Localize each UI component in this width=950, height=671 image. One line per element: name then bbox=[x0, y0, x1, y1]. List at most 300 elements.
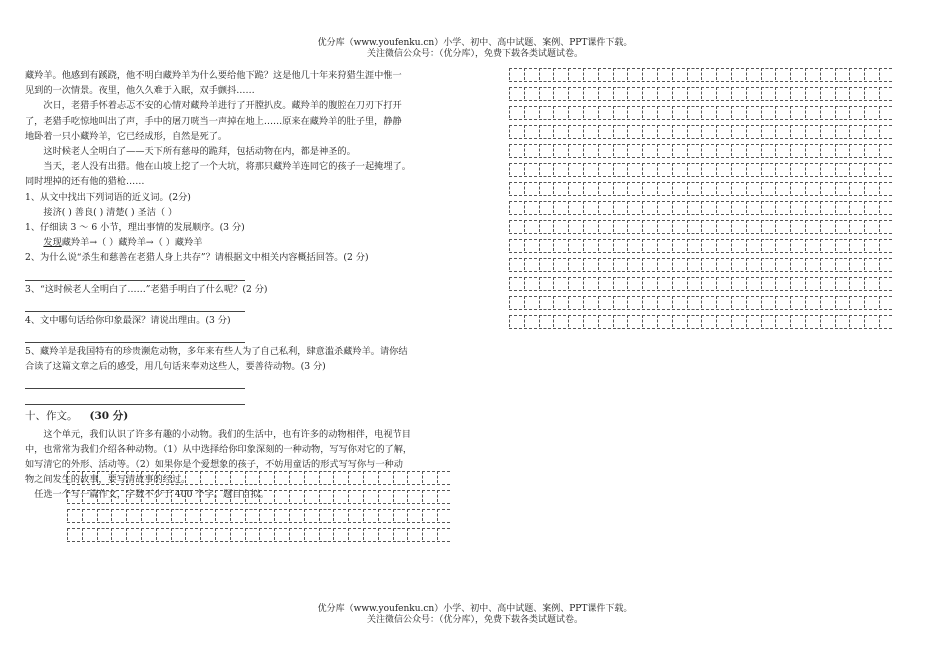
grid-cell[interactable] bbox=[508, 238, 523, 252]
grid-cell[interactable] bbox=[819, 86, 834, 100]
grid-cell[interactable] bbox=[597, 181, 612, 195]
grid-cell[interactable] bbox=[597, 105, 612, 119]
grid-cell[interactable] bbox=[804, 86, 819, 100]
grid-cell[interactable] bbox=[170, 527, 185, 541]
grid-cell[interactable] bbox=[421, 508, 436, 522]
grid-cell[interactable] bbox=[214, 489, 229, 503]
grid-cell[interactable] bbox=[406, 470, 421, 484]
grid-cell[interactable] bbox=[523, 162, 538, 176]
grid-cell[interactable] bbox=[170, 470, 185, 484]
grid-cell[interactable] bbox=[508, 181, 523, 195]
grid-cell[interactable] bbox=[848, 219, 863, 233]
grid-cell[interactable] bbox=[700, 276, 715, 290]
grid-cell[interactable] bbox=[819, 295, 834, 309]
grid-cell[interactable] bbox=[671, 105, 686, 119]
grid-cell[interactable] bbox=[715, 295, 730, 309]
grid-cell[interactable] bbox=[641, 200, 656, 214]
grid-cell[interactable] bbox=[552, 314, 567, 328]
grid-cell[interactable] bbox=[686, 257, 701, 271]
grid-cell[interactable] bbox=[878, 257, 893, 271]
grid-cell[interactable] bbox=[715, 105, 730, 119]
grid-cell[interactable] bbox=[552, 181, 567, 195]
grid-cell[interactable] bbox=[863, 67, 878, 81]
grid-cell[interactable] bbox=[81, 508, 96, 522]
grid-cell[interactable] bbox=[745, 67, 760, 81]
grid-cell[interactable] bbox=[436, 508, 451, 522]
grid-cell[interactable] bbox=[641, 143, 656, 157]
grid-cell[interactable] bbox=[258, 489, 273, 503]
grid-cell[interactable] bbox=[745, 295, 760, 309]
grid-cell[interactable] bbox=[686, 314, 701, 328]
grid-cell[interactable] bbox=[582, 219, 597, 233]
grid-cell[interactable] bbox=[170, 508, 185, 522]
grid-cell[interactable] bbox=[789, 124, 804, 138]
grid-cell[interactable] bbox=[730, 200, 745, 214]
grid-cell[interactable] bbox=[362, 508, 377, 522]
grid-cell[interactable] bbox=[760, 276, 775, 290]
grid-cell[interactable] bbox=[377, 489, 392, 503]
grid-cell[interactable] bbox=[436, 470, 451, 484]
grid-cell[interactable] bbox=[745, 238, 760, 252]
grid-cell[interactable] bbox=[774, 219, 789, 233]
grid-cell[interactable] bbox=[567, 295, 582, 309]
grid-cell[interactable] bbox=[582, 143, 597, 157]
grid-cell[interactable] bbox=[641, 86, 656, 100]
grid-cell[interactable] bbox=[834, 238, 849, 252]
grid-cell[interactable] bbox=[140, 527, 155, 541]
grid-cell[interactable] bbox=[125, 508, 140, 522]
grid-cell[interactable] bbox=[318, 508, 333, 522]
grid-cell[interactable] bbox=[229, 527, 244, 541]
grid-cell[interactable] bbox=[612, 238, 627, 252]
grid-cell[interactable] bbox=[538, 105, 553, 119]
grid-cell[interactable] bbox=[66, 508, 81, 522]
grid-cell[interactable] bbox=[760, 238, 775, 252]
grid-cell[interactable] bbox=[597, 124, 612, 138]
grid-cell[interactable] bbox=[538, 124, 553, 138]
grid-cell[interactable] bbox=[848, 314, 863, 328]
grid-cell[interactable] bbox=[700, 219, 715, 233]
grid-cell[interactable] bbox=[552, 219, 567, 233]
grid-cell[interactable] bbox=[626, 219, 641, 233]
grid-cell[interactable] bbox=[745, 105, 760, 119]
grid-cell[interactable] bbox=[700, 181, 715, 195]
grid-cell[interactable] bbox=[199, 527, 214, 541]
grid-cell[interactable] bbox=[760, 162, 775, 176]
grid-cell[interactable] bbox=[804, 124, 819, 138]
grid-cell[interactable] bbox=[878, 276, 893, 290]
grid-cell[interactable] bbox=[273, 470, 288, 484]
grid-cell[interactable] bbox=[863, 162, 878, 176]
grid-cell[interactable] bbox=[273, 527, 288, 541]
grid-cell[interactable] bbox=[878, 105, 893, 119]
grid-cell[interactable] bbox=[834, 86, 849, 100]
grid-cell[interactable] bbox=[878, 295, 893, 309]
grid-cell[interactable] bbox=[804, 143, 819, 157]
grid-cell[interactable] bbox=[878, 181, 893, 195]
grid-cell[interactable] bbox=[567, 219, 582, 233]
grid-cell[interactable] bbox=[318, 470, 333, 484]
grid-cell[interactable] bbox=[671, 257, 686, 271]
grid-cell[interactable] bbox=[303, 470, 318, 484]
grid-cell[interactable] bbox=[110, 527, 125, 541]
grid-cell[interactable] bbox=[582, 124, 597, 138]
grid-cell[interactable] bbox=[184, 508, 199, 522]
grid-cell[interactable] bbox=[347, 470, 362, 484]
grid-cell[interactable] bbox=[715, 162, 730, 176]
grid-cell[interactable] bbox=[834, 276, 849, 290]
grid-cell[interactable] bbox=[760, 67, 775, 81]
grid-cell[interactable] bbox=[671, 124, 686, 138]
grid-cell[interactable] bbox=[863, 86, 878, 100]
grid-cell[interactable] bbox=[774, 276, 789, 290]
grid-cell[interactable] bbox=[626, 162, 641, 176]
grid-cell[interactable] bbox=[523, 219, 538, 233]
grid-cell[interactable] bbox=[303, 508, 318, 522]
grid-cell[interactable] bbox=[392, 508, 407, 522]
grid-cell[interactable] bbox=[848, 238, 863, 252]
grid-cell[interactable] bbox=[745, 181, 760, 195]
grid-cell[interactable] bbox=[552, 124, 567, 138]
grid-cell[interactable] bbox=[848, 257, 863, 271]
grid-cell[interactable] bbox=[656, 162, 671, 176]
grid-cell[interactable] bbox=[804, 238, 819, 252]
grid-cell[interactable] bbox=[626, 181, 641, 195]
grid-cell[interactable] bbox=[96, 527, 111, 541]
grid-cell[interactable] bbox=[671, 295, 686, 309]
grid-cell[interactable] bbox=[686, 295, 701, 309]
grid-cell[interactable] bbox=[700, 124, 715, 138]
grid-cell[interactable] bbox=[804, 219, 819, 233]
grid-cell[interactable] bbox=[774, 105, 789, 119]
grid-cell[interactable] bbox=[582, 200, 597, 214]
grid-cell[interactable] bbox=[567, 200, 582, 214]
grid-cell[interactable] bbox=[155, 508, 170, 522]
grid-cell[interactable] bbox=[641, 314, 656, 328]
grid-cell[interactable] bbox=[567, 67, 582, 81]
grid-cell[interactable] bbox=[567, 276, 582, 290]
grid-cell[interactable] bbox=[626, 257, 641, 271]
grid-cell[interactable] bbox=[229, 508, 244, 522]
grid-cell[interactable] bbox=[538, 181, 553, 195]
grid-cell[interactable] bbox=[789, 295, 804, 309]
grid-cell[interactable] bbox=[538, 314, 553, 328]
grid-cell[interactable] bbox=[332, 470, 347, 484]
grid-cell[interactable] bbox=[170, 489, 185, 503]
grid-cell[interactable] bbox=[715, 67, 730, 81]
grid-cell[interactable] bbox=[377, 470, 392, 484]
grid-cell[interactable] bbox=[848, 67, 863, 81]
grid-cell[interactable] bbox=[819, 276, 834, 290]
grid-cell[interactable] bbox=[730, 162, 745, 176]
grid-cell[interactable] bbox=[273, 508, 288, 522]
grid-cell[interactable] bbox=[730, 295, 745, 309]
grid-cell[interactable] bbox=[288, 470, 303, 484]
grid-cell[interactable] bbox=[834, 219, 849, 233]
grid-cell[interactable] bbox=[523, 257, 538, 271]
grid-cell[interactable] bbox=[508, 124, 523, 138]
grid-cell[interactable] bbox=[671, 86, 686, 100]
grid-cell[interactable] bbox=[878, 238, 893, 252]
grid-cell[interactable] bbox=[834, 124, 849, 138]
grid-cell[interactable] bbox=[612, 143, 627, 157]
grid-cell[interactable] bbox=[508, 162, 523, 176]
grid-cell[interactable] bbox=[804, 181, 819, 195]
grid-cell[interactable] bbox=[597, 276, 612, 290]
grid-cell[interactable] bbox=[567, 314, 582, 328]
grid-cell[interactable] bbox=[626, 276, 641, 290]
grid-cell[interactable] bbox=[199, 470, 214, 484]
grid-cell[interactable] bbox=[700, 200, 715, 214]
grid-cell[interactable] bbox=[626, 124, 641, 138]
grid-cell[interactable] bbox=[819, 238, 834, 252]
grid-cell[interactable] bbox=[774, 86, 789, 100]
grid-cell[interactable] bbox=[641, 162, 656, 176]
grid-cell[interactable] bbox=[730, 238, 745, 252]
sequence-blanks[interactable] bbox=[25, 235, 465, 250]
grid-cell[interactable] bbox=[878, 200, 893, 214]
answer-line-q3[interactable] bbox=[25, 297, 245, 312]
grid-cell[interactable] bbox=[244, 527, 259, 541]
grid-cell[interactable] bbox=[789, 143, 804, 157]
grid-cell[interactable] bbox=[878, 86, 893, 100]
grid-cell[interactable] bbox=[804, 162, 819, 176]
grid-cell[interactable] bbox=[523, 181, 538, 195]
grid-cell[interactable] bbox=[656, 143, 671, 157]
grid-cell[interactable] bbox=[760, 314, 775, 328]
grid-cell[interactable] bbox=[671, 143, 686, 157]
grid-cell[interactable] bbox=[597, 86, 612, 100]
grid-cell[interactable] bbox=[582, 105, 597, 119]
grid-cell[interactable] bbox=[244, 508, 259, 522]
grid-cell[interactable] bbox=[641, 181, 656, 195]
grid-cell[interactable] bbox=[819, 181, 834, 195]
grid-cell[interactable] bbox=[819, 67, 834, 81]
grid-cell[interactable] bbox=[656, 314, 671, 328]
answer-line-q5b[interactable] bbox=[25, 390, 245, 405]
grid-cell[interactable] bbox=[538, 257, 553, 271]
grid-cell[interactable] bbox=[155, 489, 170, 503]
grid-cell[interactable] bbox=[878, 124, 893, 138]
grid-cell[interactable] bbox=[656, 219, 671, 233]
grid-cell[interactable] bbox=[567, 124, 582, 138]
grid-cell[interactable] bbox=[567, 257, 582, 271]
grid-cell[interactable] bbox=[626, 295, 641, 309]
grid-cell[interactable] bbox=[552, 276, 567, 290]
grid-cell[interactable] bbox=[140, 508, 155, 522]
grid-cell[interactable] bbox=[656, 181, 671, 195]
grid-cell[interactable] bbox=[567, 105, 582, 119]
grid-cell[interactable] bbox=[626, 314, 641, 328]
grid-cell[interactable] bbox=[508, 314, 523, 328]
grid-cell[interactable] bbox=[715, 86, 730, 100]
grid-cell[interactable] bbox=[612, 257, 627, 271]
grid-cell[interactable] bbox=[686, 105, 701, 119]
grid-cell[interactable] bbox=[303, 489, 318, 503]
grid-cell[interactable] bbox=[552, 162, 567, 176]
grid-cell[interactable] bbox=[878, 143, 893, 157]
grid-cell[interactable] bbox=[184, 489, 199, 503]
grid-cell[interactable] bbox=[597, 257, 612, 271]
grid-cell[interactable] bbox=[567, 143, 582, 157]
grid-cell[interactable] bbox=[436, 489, 451, 503]
grid-cell[interactable] bbox=[700, 314, 715, 328]
grid-cell[interactable] bbox=[700, 143, 715, 157]
grid-cell[interactable] bbox=[819, 143, 834, 157]
grid-cell[interactable] bbox=[656, 238, 671, 252]
grid-cell[interactable] bbox=[612, 86, 627, 100]
grid-cell[interactable] bbox=[700, 162, 715, 176]
grid-cell[interactable] bbox=[125, 470, 140, 484]
grid-cell[interactable] bbox=[641, 105, 656, 119]
grid-cell[interactable] bbox=[730, 314, 745, 328]
grid-cell[interactable] bbox=[730, 67, 745, 81]
grid-cell[interactable] bbox=[508, 86, 523, 100]
grid-cell[interactable] bbox=[582, 86, 597, 100]
grid-cell[interactable] bbox=[421, 489, 436, 503]
grid-cell[interactable] bbox=[347, 489, 362, 503]
grid-cell[interactable] bbox=[848, 124, 863, 138]
grid-cell[interactable] bbox=[508, 143, 523, 157]
grid-cell[interactable] bbox=[745, 276, 760, 290]
grid-cell[interactable] bbox=[199, 508, 214, 522]
grid-cell[interactable] bbox=[686, 67, 701, 81]
grid-cell[interactable] bbox=[671, 219, 686, 233]
grid-cell[interactable] bbox=[582, 181, 597, 195]
grid-cell[interactable] bbox=[612, 181, 627, 195]
grid-cell[interactable] bbox=[538, 86, 553, 100]
grid-cell[interactable] bbox=[436, 527, 451, 541]
grid-cell[interactable] bbox=[671, 200, 686, 214]
answer-line-q2[interactable] bbox=[25, 266, 245, 281]
grid-cell[interactable] bbox=[774, 143, 789, 157]
grid-cell[interactable] bbox=[656, 124, 671, 138]
grid-cell[interactable] bbox=[552, 295, 567, 309]
grid-cell[interactable] bbox=[863, 276, 878, 290]
grid-cell[interactable] bbox=[626, 200, 641, 214]
grid-cell[interactable] bbox=[863, 295, 878, 309]
grid-cell[interactable] bbox=[819, 162, 834, 176]
grid-cell[interactable] bbox=[110, 489, 125, 503]
grid-cell[interactable] bbox=[508, 276, 523, 290]
grid-cell[interactable] bbox=[303, 527, 318, 541]
grid-cell[interactable] bbox=[730, 276, 745, 290]
grid-cell[interactable] bbox=[819, 219, 834, 233]
grid-cell[interactable] bbox=[745, 219, 760, 233]
grid-cell[interactable] bbox=[789, 162, 804, 176]
grid-cell[interactable] bbox=[508, 67, 523, 81]
grid-cell[interactable] bbox=[523, 314, 538, 328]
grid-cell[interactable] bbox=[848, 295, 863, 309]
grid-cell[interactable] bbox=[804, 67, 819, 81]
grid-cell[interactable] bbox=[834, 314, 849, 328]
grid-cell[interactable] bbox=[774, 67, 789, 81]
composition-grid-right[interactable] bbox=[508, 67, 893, 333]
grid-cell[interactable] bbox=[686, 200, 701, 214]
grid-cell[interactable] bbox=[273, 489, 288, 503]
grid-cell[interactable] bbox=[700, 238, 715, 252]
grid-cell[interactable] bbox=[508, 200, 523, 214]
grid-cell[interactable] bbox=[552, 86, 567, 100]
grid-cell[interactable] bbox=[552, 105, 567, 119]
grid-cell[interactable] bbox=[760, 295, 775, 309]
grid-cell[interactable] bbox=[656, 276, 671, 290]
grid-cell[interactable] bbox=[730, 124, 745, 138]
grid-cell[interactable] bbox=[819, 200, 834, 214]
grid-cell[interactable] bbox=[863, 238, 878, 252]
grid-cell[interactable] bbox=[834, 143, 849, 157]
grid-cell[interactable] bbox=[848, 181, 863, 195]
grid-cell[interactable] bbox=[125, 527, 140, 541]
grid-cell[interactable] bbox=[508, 257, 523, 271]
grid-cell[interactable] bbox=[671, 67, 686, 81]
grid-cell[interactable] bbox=[641, 124, 656, 138]
grid-cell[interactable] bbox=[641, 276, 656, 290]
grid-cell[interactable] bbox=[760, 200, 775, 214]
grid-cell[interactable] bbox=[288, 527, 303, 541]
grid-cell[interactable] bbox=[214, 527, 229, 541]
grid-cell[interactable] bbox=[612, 67, 627, 81]
grid-cell[interactable] bbox=[730, 86, 745, 100]
grid-cell[interactable] bbox=[686, 143, 701, 157]
grid-cell[interactable] bbox=[612, 314, 627, 328]
grid-cell[interactable] bbox=[110, 470, 125, 484]
answer-line-q4[interactable] bbox=[25, 328, 245, 343]
grid-cell[interactable] bbox=[760, 219, 775, 233]
grid-cell[interactable] bbox=[406, 508, 421, 522]
grid-cell[interactable] bbox=[745, 162, 760, 176]
grid-cell[interactable] bbox=[552, 143, 567, 157]
grid-cell[interactable] bbox=[597, 200, 612, 214]
grid-cell[interactable] bbox=[362, 470, 377, 484]
grid-cell[interactable] bbox=[863, 257, 878, 271]
grid-cell[interactable] bbox=[730, 143, 745, 157]
grid-cell[interactable] bbox=[671, 162, 686, 176]
grid-cell[interactable] bbox=[804, 295, 819, 309]
grid-cell[interactable] bbox=[155, 527, 170, 541]
grid-cell[interactable] bbox=[760, 86, 775, 100]
grid-cell[interactable] bbox=[523, 105, 538, 119]
grid-cell[interactable] bbox=[715, 181, 730, 195]
grid-cell[interactable] bbox=[538, 162, 553, 176]
grid-cell[interactable] bbox=[538, 276, 553, 290]
grid-cell[interactable] bbox=[597, 238, 612, 252]
grid-cell[interactable] bbox=[244, 470, 259, 484]
grid-cell[interactable] bbox=[730, 105, 745, 119]
grid-cell[interactable] bbox=[819, 124, 834, 138]
grid-cell[interactable] bbox=[760, 257, 775, 271]
grid-cell[interactable] bbox=[863, 143, 878, 157]
grid-cell[interactable] bbox=[730, 257, 745, 271]
grid-cell[interactable] bbox=[214, 508, 229, 522]
grid-cell[interactable] bbox=[745, 200, 760, 214]
grid-cell[interactable] bbox=[686, 86, 701, 100]
grid-cell[interactable] bbox=[641, 67, 656, 81]
grid-cell[interactable] bbox=[700, 257, 715, 271]
grid-cell[interactable] bbox=[184, 527, 199, 541]
grid-cell[interactable] bbox=[155, 470, 170, 484]
grid-cell[interactable] bbox=[789, 200, 804, 214]
grid-cell[interactable] bbox=[671, 181, 686, 195]
grid-cell[interactable] bbox=[318, 489, 333, 503]
grid-cell[interactable] bbox=[538, 219, 553, 233]
grid-cell[interactable] bbox=[789, 276, 804, 290]
grid-cell[interactable] bbox=[804, 200, 819, 214]
grid-cell[interactable] bbox=[582, 162, 597, 176]
grid-cell[interactable] bbox=[878, 67, 893, 81]
grid-cell[interactable] bbox=[686, 219, 701, 233]
grid-cell[interactable] bbox=[96, 489, 111, 503]
